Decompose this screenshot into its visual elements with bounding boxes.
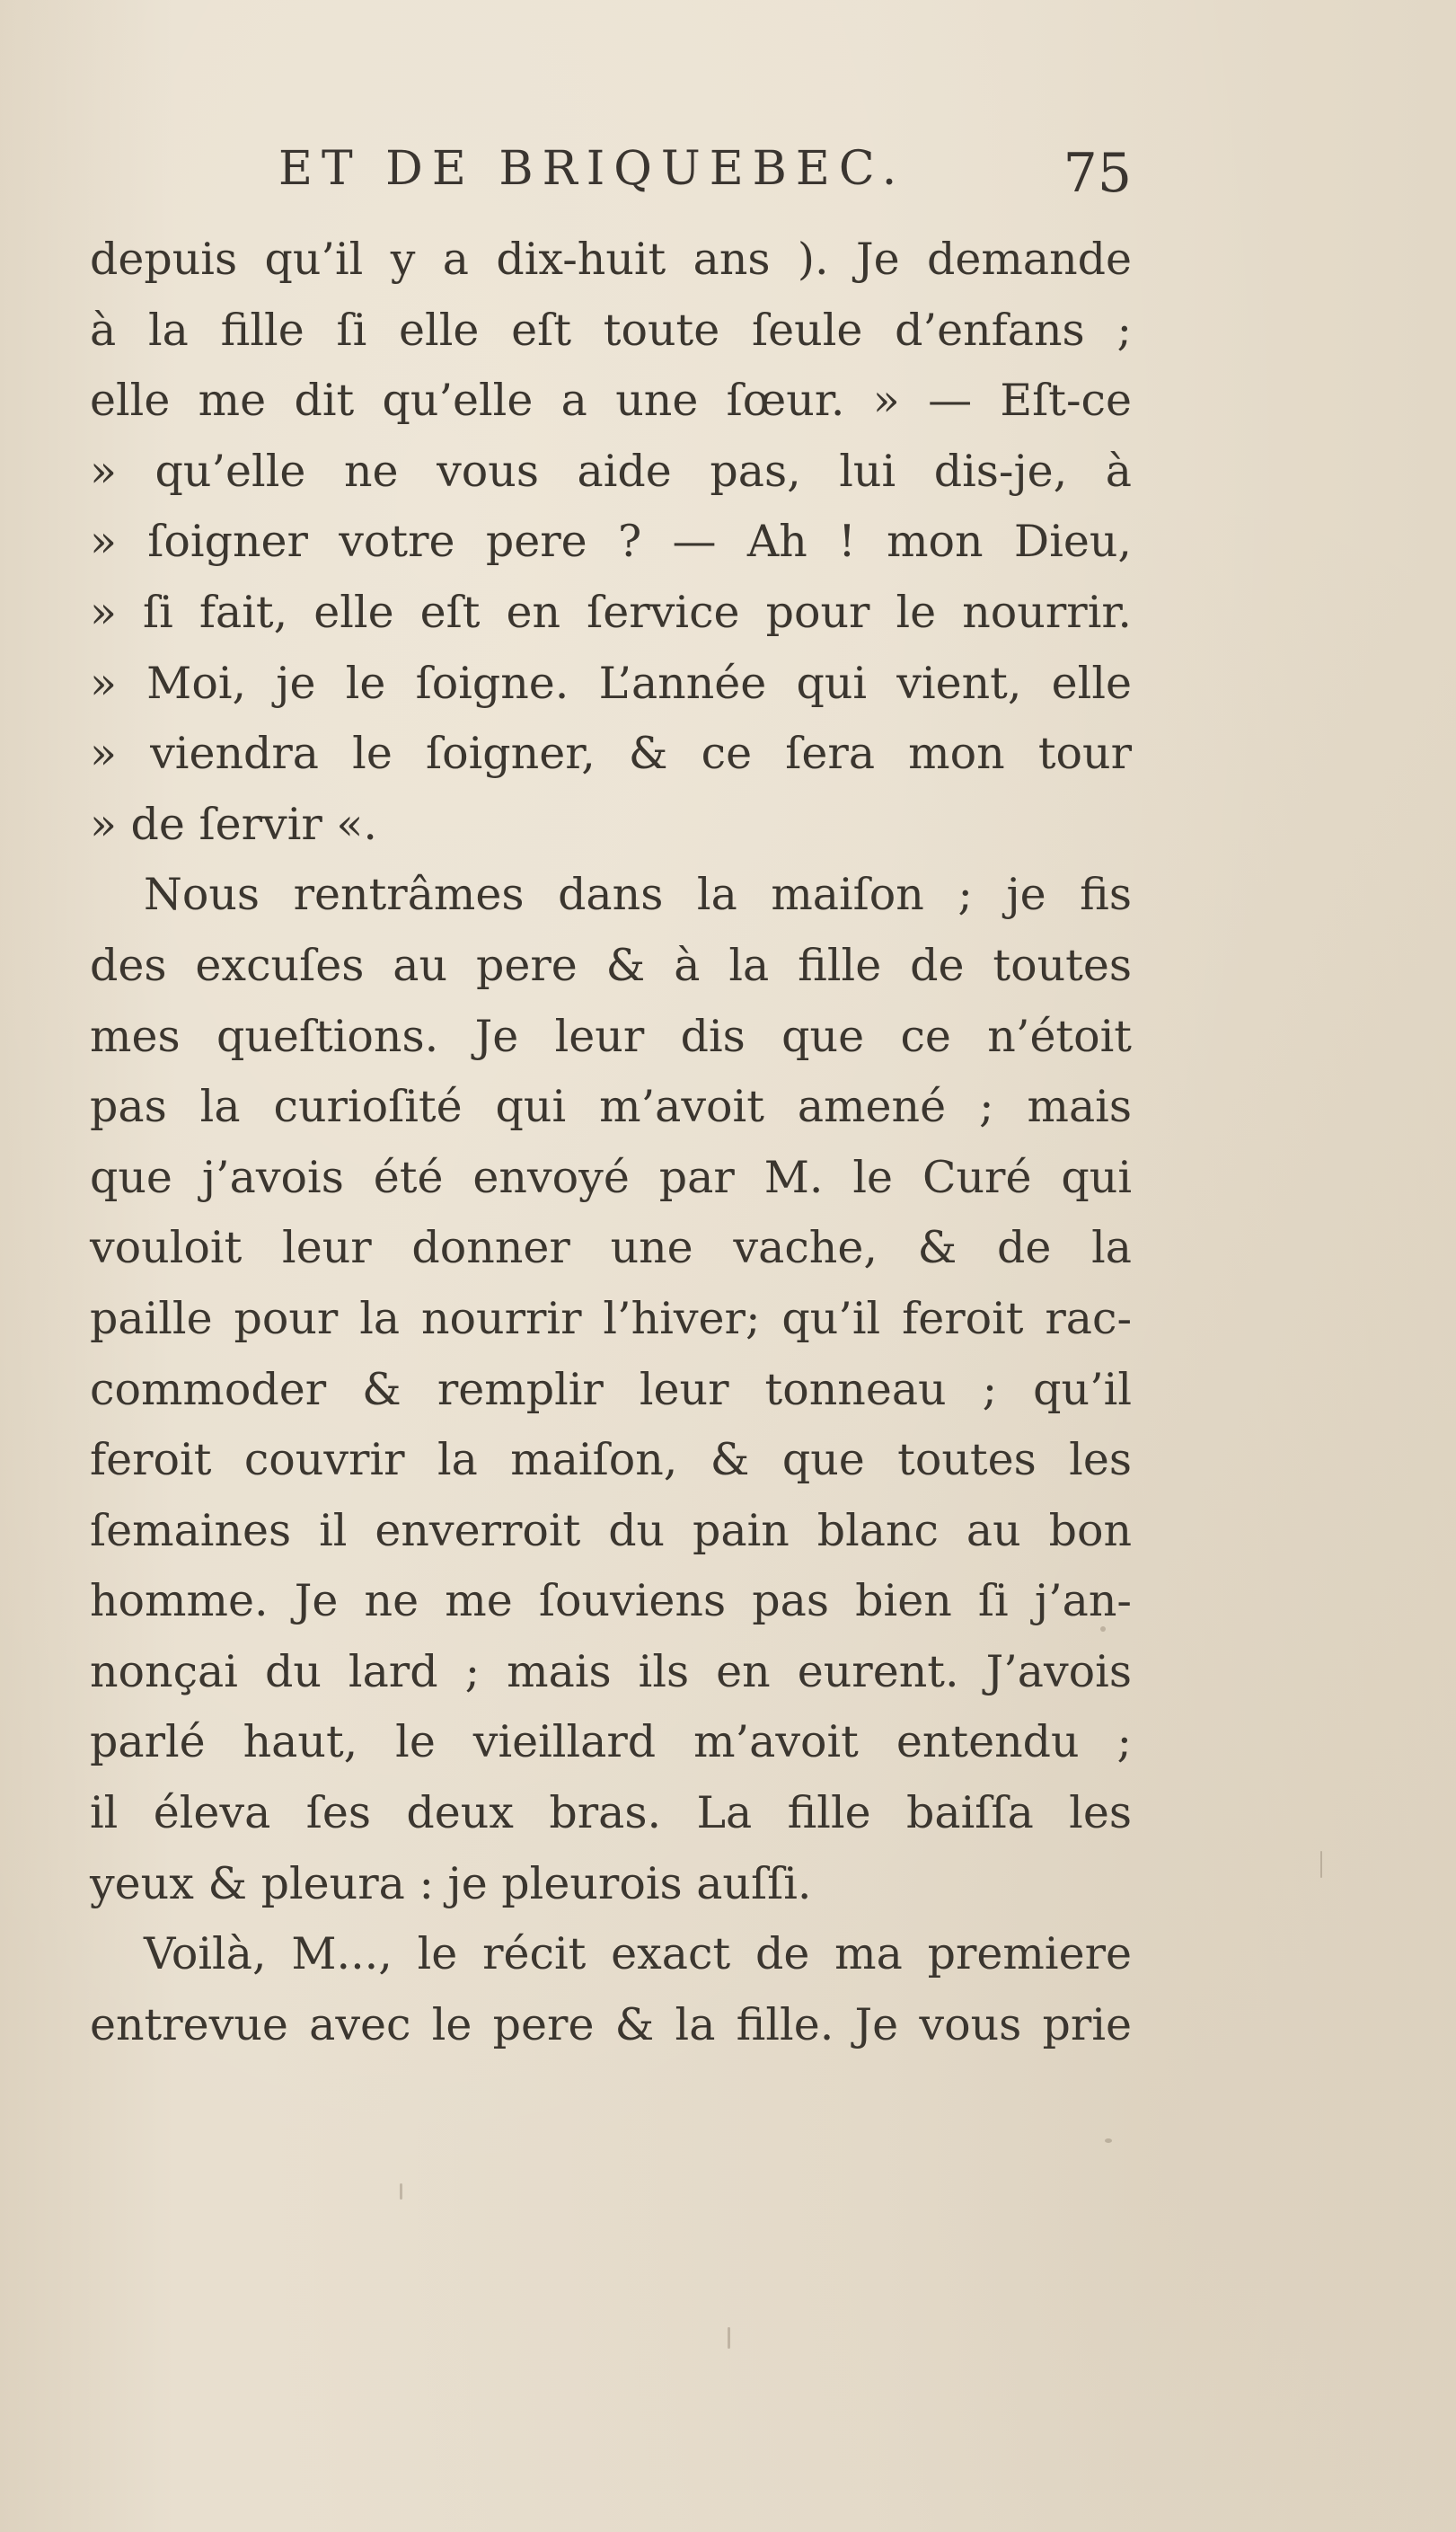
text-line: mes queſtions. Je leur dis que ce n’étoit xyxy=(90,1010,1132,1062)
text-line: ſemaines il enverroit du pain blanc au bon xyxy=(90,1504,1132,1556)
text-line: que j’avois été envoyé par M. le Curé qui xyxy=(90,1151,1132,1203)
text-line: homme. Je ne me ſouviens pas bien ſi j’an- xyxy=(90,1575,1132,1627)
text-line: » ſoigner votre pere ? — Ah ! mon Dieu, xyxy=(90,516,1132,568)
text-line: yeux & pleura : je pleurois auſſi. xyxy=(90,1857,812,1909)
text-line: nonçai du lard ; mais ils en eurent. J’avois xyxy=(90,1645,1132,1697)
paper-speck xyxy=(1320,1851,1322,1878)
text-line: » ſi fait, elle eſt en ſervice pour le nourrir. xyxy=(90,586,1132,638)
text-line: à la fille ſi elle eſt toute ſeule d’enfans ; xyxy=(90,304,1132,356)
body-text xyxy=(90,225,1132,2060)
text-line: pas la curioſité qui m’avoit amené ; mais xyxy=(90,1081,1132,1133)
paper-speck xyxy=(1105,2138,1112,2143)
text-line: depuis qu’il y a dix-huit ans ). Je demande xyxy=(90,234,1132,285)
text-line: paille pour la nourrir l’hiver; qu’il feroit rac- xyxy=(90,1292,1132,1344)
text-line: elle me dit qu’elle a une ſœur. » — Eſt-ce xyxy=(90,375,1132,427)
paragraph-start-line: Voilà, M..., le récit exact de ma premiere xyxy=(144,1928,1132,1980)
text-line: feroit couvrir la maiſon, & que toutes les xyxy=(90,1434,1132,1486)
text-line: il éleva ſes deux bras. La fille baiſſa les xyxy=(90,1787,1132,1839)
text-line: commoder & remplir leur tonneau ; qu’il xyxy=(90,1363,1132,1415)
text-line: » de ſervir «. xyxy=(90,798,377,850)
running-head: ET DE BRIQUEBEC. xyxy=(278,142,906,196)
text-line: vouloit leur donner une vache, & de la xyxy=(90,1222,1132,1274)
paper-speck xyxy=(400,2183,402,2200)
text-line: entrevue avec le pere & la fille. Je vous prie xyxy=(90,1998,1132,2050)
text-line: » viendra le ſoigner, & ce ſera mon tour xyxy=(90,728,1132,780)
text-line: des excuſes au pere & à la fille de toutes xyxy=(90,939,1132,991)
text-line: » qu’elle ne vous aide pas, lui dis-je, à xyxy=(90,445,1132,497)
page-header xyxy=(90,142,1132,205)
paragraph-start-line: Nous rentrâmes dans la maiſon ; je fis xyxy=(144,869,1132,921)
text-line: parlé haut, le vieillard m’avoit entendu ; xyxy=(90,1716,1132,1768)
text-line: » Moi, je le ſoigne. L’année qui vient, elle xyxy=(90,657,1132,709)
paper-speck xyxy=(728,2327,730,2349)
page-number: 75 xyxy=(1063,142,1132,205)
